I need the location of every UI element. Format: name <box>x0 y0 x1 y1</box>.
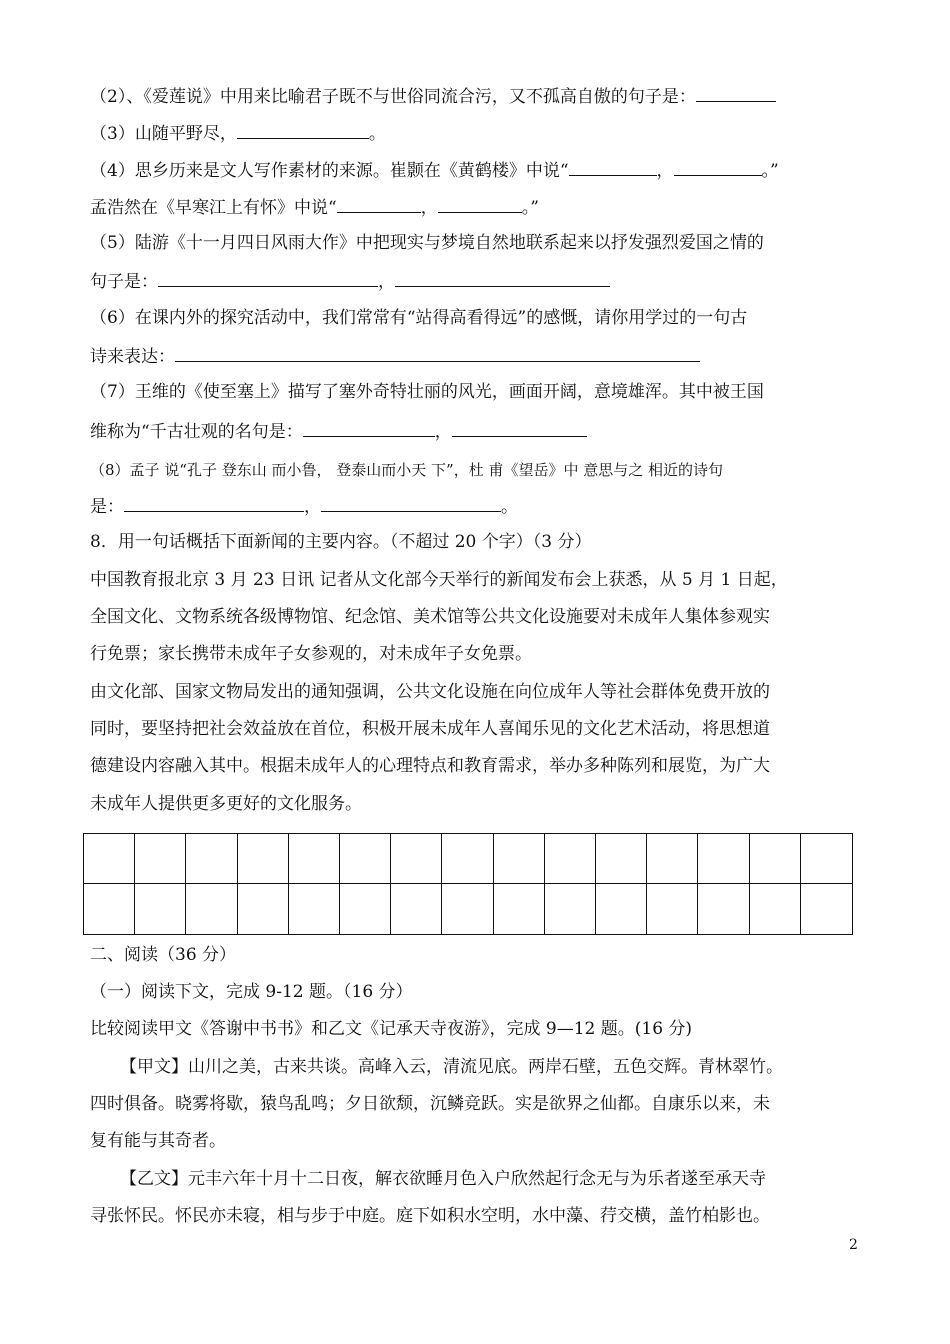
answer-blank[interactable] <box>452 418 587 437</box>
grid-cell[interactable] <box>84 834 135 884</box>
q7-item8-line2 <box>90 493 518 519</box>
punctuation: ， <box>434 422 452 442</box>
grid-cell[interactable] <box>442 884 493 934</box>
q7-item2 <box>90 83 776 109</box>
grid-cell[interactable] <box>698 834 749 884</box>
jia-text-line: 四时俱备。晓雾将歇，猿鸟乱鸣；夕日欲颓，沉鳞竞跃。实是欲界之仙都。自康乐以来，未 <box>90 1094 770 1114</box>
grid-cell[interactable] <box>545 834 596 884</box>
grid-cell[interactable] <box>186 834 237 884</box>
q7-item5-text: （5）陆游《十一月四日风雨大作》中把现实与梦境自然地联系起来以抒发强烈爱国之情的 <box>90 233 764 253</box>
yi-text-line: 【乙文】元丰六年十月十二日夜，解衣欲睡月色入户欣然起行念无与为乐者遂至承天寺 <box>120 1169 766 1189</box>
news-line: 中国教育报北京 3 月 23 日讯 记者从文化部今天举行的新闻发布会上获悉，从 5 月 1 日起， <box>90 570 788 590</box>
page-number: 2 <box>849 1237 858 1253</box>
answer-blank[interactable] <box>395 268 610 287</box>
answer-blank[interactable] <box>158 268 378 287</box>
grid-cell[interactable] <box>801 884 852 934</box>
q7-item5-line1 <box>90 231 764 255</box>
answer-blank[interactable] <box>321 493 501 512</box>
section-heading: 二、阅读（36 分） <box>90 945 237 965</box>
punctuation: ， <box>378 272 395 292</box>
q7-item5-line2 <box>90 268 610 294</box>
subsection-heading: （一）阅读下文，完成 9-12 题。（16 分） <box>90 982 413 1002</box>
punctuation: 。 <box>501 497 518 517</box>
news-line: 未成年人提供更多更好的文化服务。 <box>90 794 362 814</box>
grid-cell[interactable] <box>698 884 749 934</box>
q7-item4-line1 <box>90 157 779 183</box>
punctuation: ， <box>420 198 438 218</box>
news-line: 由文化部、国家文物局发出的通知强调，公共文化设施在向位成年人等社会群体免费开放的 <box>90 682 770 702</box>
grid-cell[interactable] <box>596 884 647 934</box>
q7-item7-line1 <box>90 380 764 404</box>
q7-item5-text-2: 句子是： <box>90 272 158 292</box>
grid-cell[interactable] <box>545 884 596 934</box>
q7-item7-text-2: 维称为“千古壮观的名句是： <box>90 422 303 442</box>
answer-blank[interactable] <box>237 120 369 139</box>
news-line: 行免票；家长携带未成年子女参观的，对未成年子女免票。 <box>90 644 532 664</box>
grid-cell[interactable] <box>442 834 493 884</box>
punctuation: ， <box>656 161 674 181</box>
answer-blank[interactable] <box>175 343 700 362</box>
q7-item8-text: （8）孟子 说“孔子 登东山 而小鲁， 登泰山而小天 下”，杜 甫《望岳》中 意思与之 相近的诗句 <box>90 461 724 479</box>
reading-intro: 比较阅读甲文《答谢中书书》和乙文《记承天寺夜游》，完成 9—12 题。(16 分) <box>90 1019 693 1039</box>
punctuation: ， <box>304 497 321 517</box>
answer-blank[interactable] <box>674 157 762 176</box>
q7-item8-text-2: 是： <box>90 497 124 517</box>
q7-item3-text: （3）山随平野尽， <box>90 124 237 144</box>
q7-item6-line2 <box>90 343 700 369</box>
grid-cell[interactable] <box>647 834 698 884</box>
jia-text-line: 【甲文】山川之美，古来共谈。高峰入云，清流见底。两岸石壁，五色交辉。青林翠竹。 <box>120 1057 783 1077</box>
q7-item6-text-2: 诗来表达： <box>90 347 175 367</box>
grid-cell[interactable] <box>289 834 340 884</box>
jia-text-line: 复有能与其奇者。 <box>90 1131 226 1151</box>
news-line: 同时，要坚持把社会效益放在首位，积极开展未成年人喜闻乐见的文化艺术活动，将思想道 <box>90 719 770 739</box>
grid-cell[interactable] <box>801 834 852 884</box>
grid-cell[interactable] <box>238 884 289 934</box>
answer-blank[interactable] <box>569 157 657 176</box>
grid-cell[interactable] <box>289 884 340 934</box>
grid-cell[interactable] <box>135 834 186 884</box>
grid-cell[interactable] <box>135 884 186 934</box>
q7-item3-end: 。 <box>368 124 386 144</box>
grid-cell[interactable] <box>340 884 391 934</box>
grid-cell[interactable] <box>494 884 545 934</box>
news-line: 德建设内容融入其中。根据未成年人的心理特点和教育需求，举办多种陈列和展览，为广大 <box>90 756 770 776</box>
q7-item7-line2 <box>90 418 587 444</box>
answer-blank[interactable] <box>124 493 304 512</box>
grid-cell[interactable] <box>238 834 289 884</box>
grid-cell[interactable] <box>391 834 442 884</box>
answer-blank[interactable] <box>438 194 522 213</box>
q7-item8-line1 <box>90 458 723 482</box>
grid-cell[interactable] <box>750 834 801 884</box>
answer-grid[interactable] <box>83 833 853 935</box>
yi-text-line: 寻张怀民。怀民亦未寝，相与步于中庭。庭下如积水空明，水中藻、荇交横，盖竹柏影也。 <box>90 1206 770 1226</box>
grid-cell[interactable] <box>186 884 237 934</box>
answer-blank[interactable] <box>337 194 421 213</box>
grid-cell[interactable] <box>391 884 442 934</box>
punctuation: 。” <box>521 198 539 218</box>
grid-cell[interactable] <box>750 884 801 934</box>
grid-cell[interactable] <box>84 884 135 934</box>
grid-cell[interactable] <box>340 834 391 884</box>
answer-blank[interactable] <box>303 418 435 437</box>
q7-item6-line1 <box>90 306 747 330</box>
q7-item4-text: （4）思乡历来是文人写作素材的来源。崔颢在《黄鹤楼》中说“ <box>90 161 569 181</box>
q7-item4-line2 <box>90 194 539 220</box>
q7-item6-text: （6）在课内外的探究活动中，我们常常有“站得高看得远”的感慨，请你用学过的一句古 <box>90 308 748 328</box>
punctuation: 。” <box>761 161 779 181</box>
q7-item7-text: （7）王维的《使至塞上》描写了塞外奇特壮丽的风光，画面开阔，意境雄浑。其中被王国 <box>90 382 764 402</box>
news-line: 全国文化、文物系统各级博物馆、纪念馆、美术馆等公共文化设施要对未成年人集体参观实 <box>90 607 770 627</box>
q8-heading: 8．用一句话概括下面新闻的主要内容。（不超过 20 个字）（3 分） <box>90 532 592 552</box>
q7-item3 <box>90 120 386 146</box>
q7-item4-text-2: 孟浩然在《早寒江上有怀》中说“ <box>90 198 337 218</box>
grid-cell[interactable] <box>596 834 647 884</box>
answer-blank[interactable] <box>696 83 776 102</box>
grid-cell[interactable] <box>494 834 545 884</box>
q7-item2-text: （2）、《爱莲说》中用来比喻君子既不与世俗同流合污，又不孤高自傲的句子是： <box>90 87 696 107</box>
grid-cell[interactable] <box>647 884 698 934</box>
